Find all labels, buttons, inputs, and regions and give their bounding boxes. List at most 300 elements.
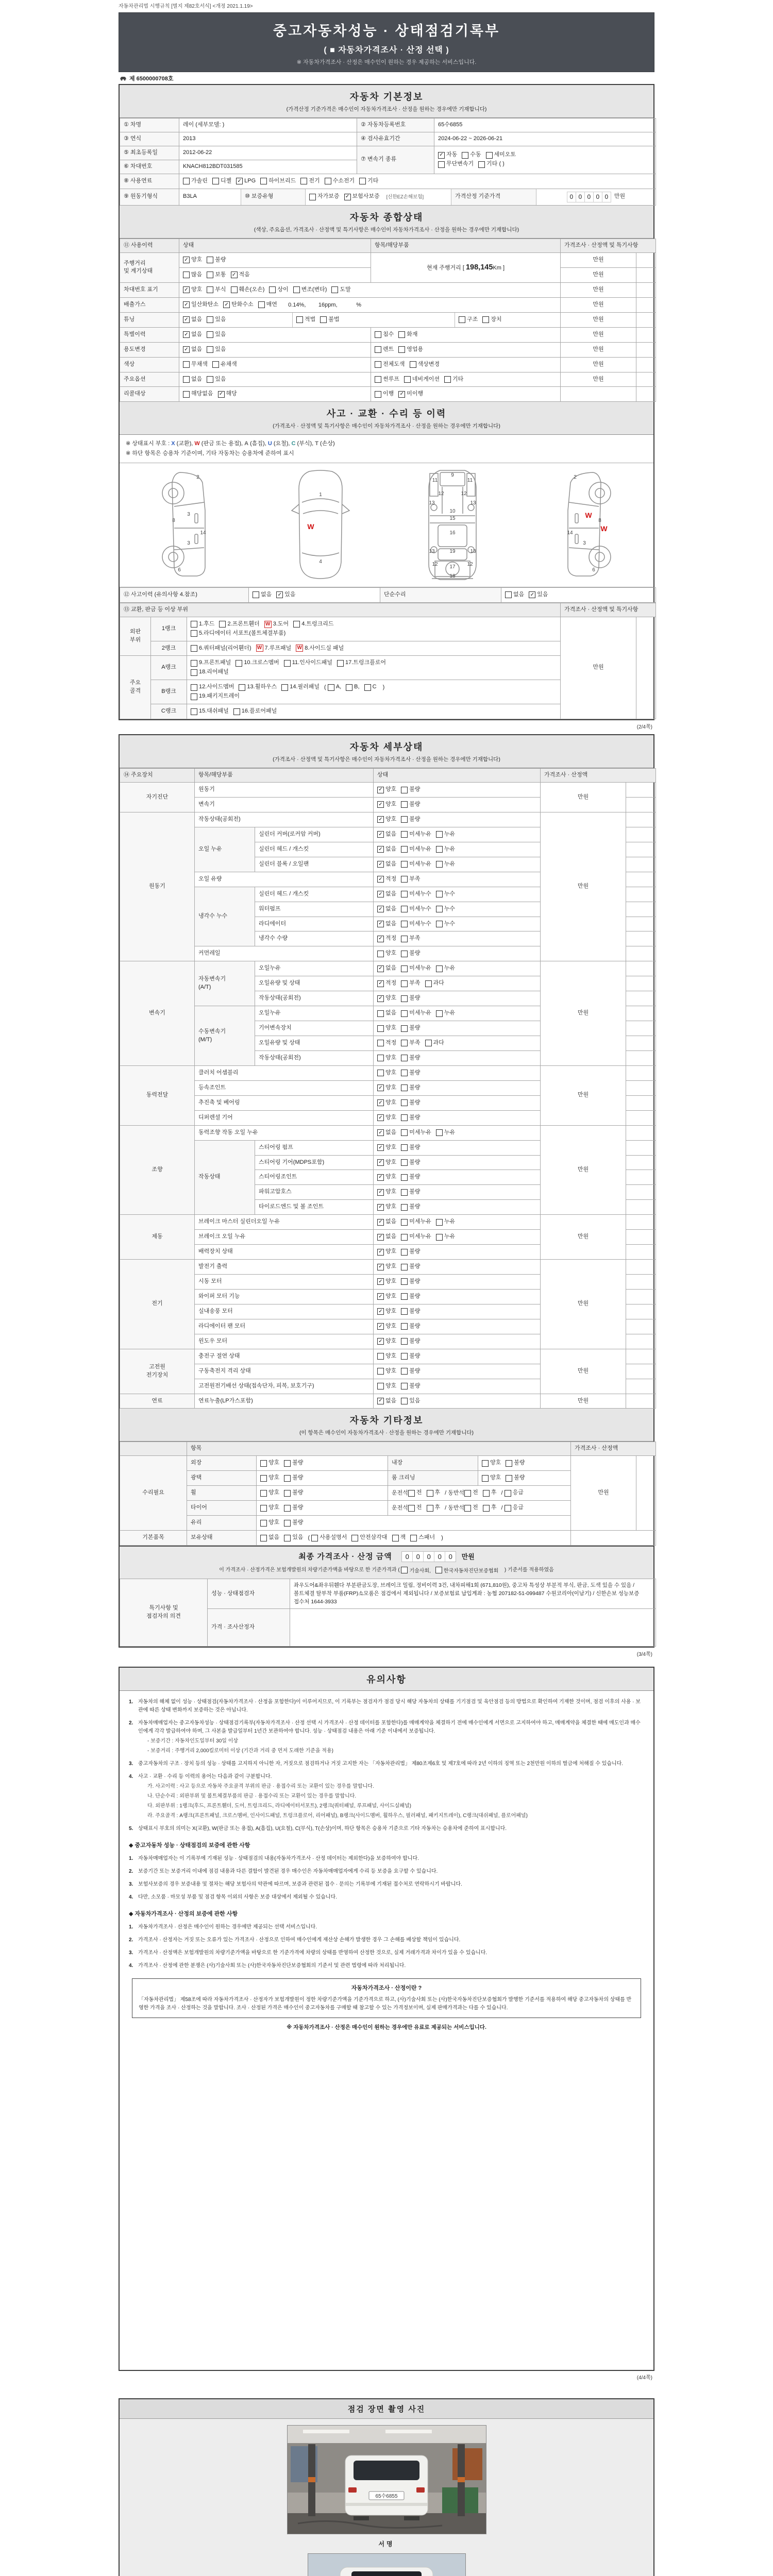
checkbox-사용설명서[interactable] [311, 1534, 347, 1542]
checkbox-누유[interactable] [436, 1009, 455, 1018]
checkbox-누유[interactable] [436, 860, 455, 869]
checkbox-누유[interactable] [436, 1129, 455, 1137]
table-cell [179, 312, 561, 327]
checkbox-불량[interactable] [401, 1293, 420, 1301]
checkbox-불량[interactable] [284, 1519, 303, 1527]
empty-box-icon [401, 1219, 408, 1226]
checkbox-미세누유[interactable] [401, 1129, 431, 1137]
checkbox-해당없음[interactable] [183, 390, 213, 398]
checkbox-유채색[interactable] [212, 361, 237, 369]
table-cell: 2랭크 [151, 641, 187, 656]
text: 현재 주행거리 [ [426, 264, 466, 271]
checkbox-14.필러패널[interactable] [281, 683, 320, 691]
text: 만원 [611, 193, 626, 200]
checkbox-불량[interactable] [401, 1144, 420, 1152]
checked-box-icon [377, 1338, 384, 1345]
checkbox-부족[interactable] [401, 875, 420, 884]
digit: 0 [567, 192, 576, 202]
checkbox-양호[interactable] [377, 1114, 396, 1122]
checkbox-이행[interactable] [375, 390, 394, 398]
text: ) [381, 684, 385, 691]
empty-box-icon [311, 1535, 318, 1541]
checkbox-양호[interactable] [377, 1084, 396, 1092]
checkbox-label: 안전삼각대 [360, 1534, 388, 1541]
checkbox-없음[interactable] [377, 1233, 396, 1241]
weld-mark-8.사이드실 패널[interactable] [296, 645, 344, 653]
checkbox-후[interactable] [427, 1489, 441, 1497]
checkbox-양호[interactable] [377, 1203, 396, 1211]
checkbox-색상변경[interactable] [410, 361, 440, 369]
checkbox-없음[interactable] [377, 1397, 396, 1405]
checkbox-양호[interactable] [377, 1323, 396, 1331]
note-cell [626, 857, 656, 872]
empty-box-icon [207, 376, 213, 383]
checkbox-불량[interactable] [401, 1308, 420, 1316]
checkbox-미세누유[interactable] [401, 831, 431, 839]
checkbox-적음[interactable] [231, 271, 250, 279]
checkbox-없음[interactable] [377, 1218, 396, 1226]
checkbox-4.트렁크리드[interactable] [293, 620, 333, 629]
checkbox-불량[interactable] [401, 1203, 420, 1211]
checkbox-미세누유[interactable] [401, 845, 431, 854]
checkbox-양호[interactable] [482, 1459, 501, 1467]
checkbox-양호[interactable] [260, 1459, 279, 1467]
checkbox-불량[interactable] [401, 1367, 420, 1376]
checkbox-없음[interactable] [183, 376, 202, 384]
empty-box-icon [464, 1505, 471, 1512]
checkbox-있음[interactable] [529, 591, 548, 599]
checked-box-icon [223, 301, 230, 308]
checkbox-부족[interactable] [401, 979, 420, 988]
checkbox-불량[interactable] [401, 1323, 420, 1331]
checkbox-도말[interactable] [331, 286, 350, 294]
checkbox-미세누수[interactable] [401, 905, 431, 913]
checkbox-양호[interactable] [377, 1293, 396, 1301]
checked-box-icon [377, 831, 384, 838]
checkbox-후[interactable] [427, 1504, 441, 1512]
checkbox-무단변속기[interactable] [438, 160, 474, 168]
checkbox-썬루프[interactable] [375, 376, 399, 384]
notice-body [120, 1691, 653, 2370]
checkbox-없음[interactable] [377, 831, 396, 839]
checkbox-디젤[interactable] [212, 177, 231, 185]
checkbox-label: 양호 [385, 801, 397, 808]
checkbox-해당[interactable] [218, 390, 237, 398]
checkbox-양호[interactable] [377, 994, 396, 1003]
checkbox-label: 불량 [409, 1159, 421, 1165]
checkbox-불량[interactable] [284, 1504, 303, 1512]
checkbox-양호[interactable] [260, 1504, 279, 1512]
table-cell [257, 1501, 388, 1516]
checkbox-label: 유채색 [220, 361, 237, 367]
checkbox-누유[interactable] [436, 831, 455, 839]
checkbox-하이브리드[interactable] [260, 177, 296, 185]
checkbox-있음[interactable] [401, 1397, 420, 1405]
checkbox-양호[interactable] [482, 1474, 501, 1482]
checkbox-수소전기[interactable] [325, 177, 355, 185]
checkbox-기타[interactable] [444, 376, 463, 384]
state-cell [374, 1006, 541, 1021]
empty-box-icon [401, 1174, 408, 1181]
checkbox-16.플로어패널[interactable] [233, 707, 277, 716]
empty-box-icon [296, 316, 303, 323]
checkbox-양호[interactable] [260, 1489, 279, 1497]
empty-box-icon [398, 346, 405, 353]
empty-box-icon [506, 1460, 512, 1467]
checkbox-불량[interactable] [401, 786, 420, 794]
note-cell [626, 1036, 656, 1051]
checkbox-없음[interactable] [183, 331, 202, 339]
state-cell [374, 1050, 541, 1065]
empty-box-icon [408, 1505, 415, 1512]
checkbox-없음[interactable] [505, 591, 524, 599]
table-cell: 외장 [187, 1456, 257, 1471]
checkbox-미세누유[interactable] [401, 964, 431, 973]
checkbox-불량[interactable] [506, 1459, 525, 1467]
part-item: 실내송풍 모터 [195, 1304, 374, 1319]
field-reg-no-value [434, 118, 656, 132]
text: B3LA [183, 193, 197, 200]
notice-item-number: 1. [129, 1924, 133, 1930]
checkbox-없음[interactable] [377, 1129, 396, 1137]
checkbox-전기[interactable] [300, 177, 320, 185]
empty-box-icon [377, 1368, 384, 1375]
part-item: 기어변속장치 [255, 1021, 374, 1036]
checkbox-자가보증[interactable] [309, 193, 340, 201]
checkbox-양호[interactable] [377, 1173, 396, 1181]
text: C [291, 440, 296, 447]
checkbox-1.후드[interactable] [191, 620, 214, 629]
checkbox-보통[interactable] [207, 271, 226, 279]
text: 만원 [593, 346, 604, 352]
checkbox-17.트렁크플로어[interactable] [337, 659, 386, 667]
checkbox-매연[interactable] [258, 301, 277, 309]
checkbox-양호[interactable] [377, 816, 396, 824]
checkbox-11.인사이드패널[interactable] [284, 659, 332, 667]
checkbox-전[interactable] [464, 1504, 478, 1512]
checkbox-무채색[interactable] [183, 361, 208, 369]
checkbox-label: 후 [434, 1504, 441, 1511]
checkbox-탄화수소[interactable] [223, 301, 254, 309]
checkbox-미세누수[interactable] [401, 920, 431, 928]
checkbox-미세누유[interactable] [401, 1009, 431, 1018]
checkbox-누수[interactable] [436, 905, 455, 913]
checkbox-기타 ( )[interactable] [478, 160, 505, 168]
checkbox-불량[interactable] [401, 1099, 420, 1107]
checkbox-양호[interactable] [183, 286, 202, 294]
checkbox-일산화탄소[interactable] [183, 301, 219, 309]
empty-box-icon [401, 1129, 408, 1136]
checkbox-미세누수[interactable] [401, 890, 431, 899]
checkbox-label: 양호 [385, 1144, 397, 1150]
checkbox-가솔린[interactable] [183, 177, 208, 185]
checkbox-구조[interactable] [459, 316, 478, 324]
checkbox-누수[interactable] [436, 890, 455, 899]
checkbox-양호[interactable] [377, 1248, 396, 1256]
checkbox-불량[interactable] [401, 1263, 420, 1271]
checkbox-자동[interactable] [438, 151, 457, 159]
checkbox-A,[interactable] [328, 683, 341, 691]
checkbox-불량[interactable] [401, 1278, 420, 1286]
checkbox-양호[interactable] [377, 1159, 396, 1167]
checkbox-기타[interactable] [359, 177, 378, 185]
checkbox-LPG[interactable] [236, 177, 256, 185]
notice-item-text: 자동차매매업자는 중고자동차성능 · 상태점검기록부(자동차가격조사 · 산정 선택 시 가격조사 · 산정 데이터를 포함한다)를 매매계약을 체결하기 전에 매수인에게 서면으로 고지하여야 하고, 매매계약을 체결한 때에 매도인과 매수인에게 각각 발급하여야 하며, 그 사본을 발급일부터 1년간 보관하여야 합니다. 성능 · 상태점검 내용은 아래 기준 이내에서 보증됩니다. - 보증기간 : 자동차인도일부터 30일 이상 - 보증거리 : 주행거리 2,000킬로미터 이상 (기간과 거리 중 먼저 도래한 기준을 적용) [138, 1719, 644, 1755]
checkbox-19.패키지트레이[interactable] [191, 692, 240, 701]
checkbox-렌트[interactable] [375, 346, 394, 354]
note-cell [626, 946, 656, 961]
checkbox-적정[interactable] [377, 979, 396, 988]
checkbox-12.사이드멤버[interactable] [191, 683, 234, 691]
checkbox-양호[interactable] [377, 1367, 396, 1376]
checkbox-많음[interactable] [183, 271, 202, 279]
checkbox-불량[interactable] [401, 1024, 420, 1032]
checkbox-누유[interactable] [436, 1218, 455, 1226]
checkbox-미세누유[interactable] [401, 1233, 431, 1241]
checkbox-과다[interactable] [425, 979, 444, 988]
checkbox-누유[interactable] [436, 1233, 455, 1241]
part-item: 스티어링 펌프 [255, 1140, 374, 1155]
field-car-name-label: ① 차명 [120, 118, 179, 132]
checkbox-양호[interactable] [377, 1188, 396, 1196]
checkbox-없음[interactable] [260, 1534, 279, 1542]
checkbox-부식[interactable] [207, 286, 226, 294]
checkbox-전[interactable] [464, 1489, 478, 1497]
empty-box-icon [328, 684, 334, 691]
checkbox-스패너[interactable] [410, 1534, 435, 1542]
table-cell [179, 342, 371, 357]
text: 만원 [593, 286, 604, 293]
checkbox-양호[interactable] [377, 950, 396, 958]
checkbox-양호[interactable] [377, 1382, 396, 1391]
checkbox-label: 부족 [409, 935, 421, 942]
empty-box-icon [375, 376, 381, 383]
checkbox-수동[interactable] [462, 151, 481, 159]
checkbox-10.크로스멤버[interactable] [236, 659, 279, 667]
empty-box-icon [427, 1505, 433, 1512]
checkbox-양호[interactable] [377, 1099, 396, 1107]
checkbox-불량[interactable] [401, 1337, 420, 1346]
empty-box-icon [284, 660, 291, 667]
weld-mark-3.도어[interactable] [264, 620, 289, 629]
checkbox-양호[interactable] [377, 1024, 396, 1032]
checkbox-불법[interactable] [320, 316, 339, 324]
checkbox-미이행[interactable] [398, 390, 423, 398]
checkbox-양호[interactable] [183, 256, 202, 264]
checkbox-누수[interactable] [436, 920, 455, 928]
empty-box-icon [427, 1490, 433, 1497]
checkbox-잭[interactable] [392, 1534, 406, 1542]
checkbox-양호[interactable] [377, 1263, 396, 1271]
checkbox-양호[interactable] [377, 1352, 396, 1361]
checkbox-불량[interactable] [401, 1084, 420, 1092]
checkbox-후[interactable] [483, 1504, 497, 1512]
checkbox-label: 적정 [385, 935, 397, 942]
checkbox-전[interactable] [408, 1504, 422, 1512]
checkbox-불량[interactable] [401, 1248, 420, 1256]
checkbox-영업용[interactable] [398, 346, 423, 354]
note-cell [626, 1006, 656, 1021]
checkbox-있음[interactable] [207, 346, 226, 354]
checkbox-네비게이션[interactable] [404, 376, 440, 384]
notice-item-text: 중고자동차의 구조 · 장치 등의 성능 · 상태를 고지하지 아니한 자, 거짓으로 점검하거나 거짓 고지한 자는 「자동차관리법」 제80조제6호 및 제7호에 따라 2년 이하의 징역 또는 2천만원 이하의 벌금에 처해질 수 있습니다. [138, 1761, 624, 1767]
checkbox-적정[interactable] [377, 875, 396, 884]
checkbox-label: 9.프론트패널 [199, 659, 231, 666]
checkbox-없음[interactable] [377, 1009, 396, 1018]
checkbox-응급[interactable] [505, 1504, 524, 1512]
weld-w-icon: W [264, 621, 272, 628]
checkbox-9.프론트패널[interactable] [191, 659, 231, 667]
checkbox-불량[interactable] [284, 1459, 303, 1467]
checkbox-있음[interactable] [207, 331, 226, 339]
checkbox-label: 후 [491, 1489, 497, 1496]
checkbox-label: 수동 [470, 151, 481, 158]
checkbox-불량[interactable] [401, 1159, 420, 1167]
checkbox-C[interactable] [364, 683, 377, 691]
checkbox-불량[interactable] [401, 1173, 420, 1181]
checkbox-없음[interactable] [377, 964, 396, 973]
checkbox-없음[interactable] [377, 920, 396, 928]
table-cell [179, 327, 371, 342]
checkbox-화재[interactable] [398, 331, 417, 339]
checkbox-양호[interactable] [377, 1144, 396, 1152]
empty-box-icon [486, 152, 493, 159]
checkbox-있음[interactable] [284, 1534, 303, 1542]
checkbox-누유[interactable] [436, 845, 455, 854]
checked-box-icon [377, 1159, 384, 1166]
checkbox-미세누유[interactable] [401, 1218, 431, 1226]
checkbox-없음[interactable] [377, 860, 396, 869]
checkbox-불량[interactable] [401, 1054, 420, 1062]
note-cell [626, 1364, 656, 1379]
checkbox-label: 없음 [191, 316, 203, 323]
table-cell [179, 297, 561, 312]
checkbox-label: 불량 [409, 1084, 421, 1091]
checkbox-15.대쉬패널[interactable] [191, 707, 229, 716]
checkbox-없음[interactable] [377, 905, 396, 913]
table-cell: 단순수리 [380, 587, 501, 602]
table-cell [636, 267, 656, 282]
checkbox-있음[interactable] [207, 316, 226, 324]
table-cell: 좌우도어&좌우뒤휀다 부분판금도장, 브레이크 밀림, 정비이력 3건, 내차피해1회 (671,810원), 중고차 특성상 부분적 부식, 판금, 도색 있을 수 있음 / 볼트체결 탈부착 부품(FRP)소모품은 점검에서 제외됩니다 / 보증보험료 납입계좌 : 농협 207182-51-099487 수원코리아(이남기) / 신한손보 성능보증 접수처 1644-3933 [290, 1579, 656, 1609]
comprehensive-state-table [120, 239, 656, 402]
checkbox-label: 해당없음 [191, 391, 213, 397]
checkbox-label: 양호 [385, 1382, 397, 1389]
checkbox-5.라디에이터 서포트(볼트체결부품)[interactable] [191, 630, 285, 638]
checkbox-장치[interactable] [482, 316, 501, 324]
checkbox-응급[interactable] [505, 1489, 524, 1497]
checkbox-침수[interactable] [375, 331, 394, 339]
checkbox-불량[interactable] [401, 1114, 420, 1122]
empty-box-icon [377, 1383, 384, 1389]
checkbox-과다[interactable] [425, 1039, 444, 1047]
empty-box-icon [260, 1490, 267, 1497]
table-cell [636, 1456, 656, 1531]
checkbox-불량[interactable] [401, 1382, 420, 1391]
checkbox-보험사보증[interactable] [344, 193, 380, 201]
checkbox-없음[interactable] [183, 316, 202, 324]
checkbox-label: 불량 [409, 1025, 421, 1031]
checkbox-불량[interactable] [401, 816, 420, 824]
checkbox-없음[interactable] [377, 890, 396, 899]
checkbox-불량[interactable] [284, 1474, 303, 1482]
checkbox-한국자동차진단보증협회[interactable] [435, 1566, 498, 1574]
part-item: 파워고압호스 [255, 1185, 374, 1200]
checkbox-불량[interactable] [401, 1352, 420, 1361]
empty-box-icon [207, 331, 213, 338]
checkbox-B,[interactable] [346, 683, 359, 691]
checkbox-불량[interactable] [284, 1489, 303, 1497]
checkbox-양호[interactable] [377, 1308, 396, 1316]
checkbox-전[interactable] [408, 1489, 422, 1497]
checkbox-label: C [372, 684, 377, 690]
checkbox-부족[interactable] [401, 1039, 420, 1047]
checkbox-불량[interactable] [401, 801, 420, 809]
checkbox-있음[interactable] [207, 376, 226, 384]
notice-sub-item: 다. 외판부위 : 1랭크(후드, 프론트휀더, 도어, 트렁크리드, 라디에이터서포트), 2랭크(쿼터패널, 루프패널, 사이드실패널) [147, 1803, 411, 1809]
checkbox-세미오토[interactable] [486, 151, 516, 159]
checkbox-적정[interactable] [377, 935, 396, 943]
checkbox-부족[interactable] [401, 935, 420, 943]
checkbox-13.휠하우스[interactable] [239, 683, 277, 691]
checkbox-불량[interactable] [207, 256, 226, 264]
checkbox-없음[interactable] [183, 346, 202, 354]
table-cell [187, 656, 561, 680]
checkbox-전체도색[interactable] [375, 361, 405, 369]
checkbox-18.리어패널[interactable] [191, 668, 229, 676]
panel-number: 12 [461, 490, 467, 497]
checkbox-미세누유[interactable] [401, 860, 431, 869]
empty-box-icon [183, 391, 190, 398]
checkbox-불량[interactable] [401, 1069, 420, 1077]
checked-box-icon [183, 331, 190, 338]
checkbox-훼손(오손)[interactable] [231, 286, 265, 294]
notice-sub-item: 라. 주요골격 : A랭크(프론트패널, 크로스멤버, 인사이드패널, 트렁크플로어, 리어패널), B랭크(사이드멤버, 휠하우스, 필러패널, 패키지트레이), C랭크(대쉬패널, 플로어패널) [147, 1813, 528, 1819]
checkbox-양호[interactable] [377, 1054, 396, 1062]
checkbox-양호[interactable] [377, 1069, 396, 1077]
table-cell [636, 357, 656, 372]
checkbox-양호[interactable] [377, 801, 396, 809]
checkbox-불량[interactable] [401, 950, 420, 958]
checkbox-불량[interactable] [401, 1188, 420, 1196]
checkbox-양호[interactable] [260, 1474, 279, 1482]
checkbox-적정[interactable] [377, 1039, 396, 1047]
table-cell [561, 282, 636, 297]
checkbox-2.프론트휀더[interactable] [219, 620, 259, 629]
checkbox-양호[interactable] [377, 1278, 396, 1286]
checkbox-누유[interactable] [436, 964, 455, 973]
checkbox-없음[interactable] [377, 845, 396, 854]
page-mark-2: (2/4쪽) [636, 724, 652, 731]
checkbox-상이[interactable] [269, 286, 288, 294]
checkbox-불량[interactable] [506, 1474, 525, 1482]
checkbox-양호[interactable] [377, 786, 396, 794]
checkbox-6.쿼터패널(리어휀더)[interactable] [191, 645, 251, 653]
weld-mark-7.루프패널[interactable] [256, 645, 292, 653]
panel-number: 1 [319, 492, 322, 498]
checkbox-양호[interactable] [260, 1519, 279, 1527]
checkbox-변조(변타)[interactable] [293, 286, 327, 294]
checkbox-없음[interactable] [253, 591, 272, 599]
checkbox-양호[interactable] [377, 1337, 396, 1346]
checkbox-label: 양호 [385, 1069, 397, 1076]
checkbox-적법[interactable] [296, 316, 315, 324]
checkbox-기술사회,[interactable] [401, 1566, 430, 1574]
checkbox-불량[interactable] [401, 994, 420, 1003]
checkbox-후[interactable] [483, 1489, 497, 1497]
checkbox-있음[interactable] [276, 591, 295, 599]
checkbox-안전삼각대[interactable] [351, 1534, 387, 1542]
